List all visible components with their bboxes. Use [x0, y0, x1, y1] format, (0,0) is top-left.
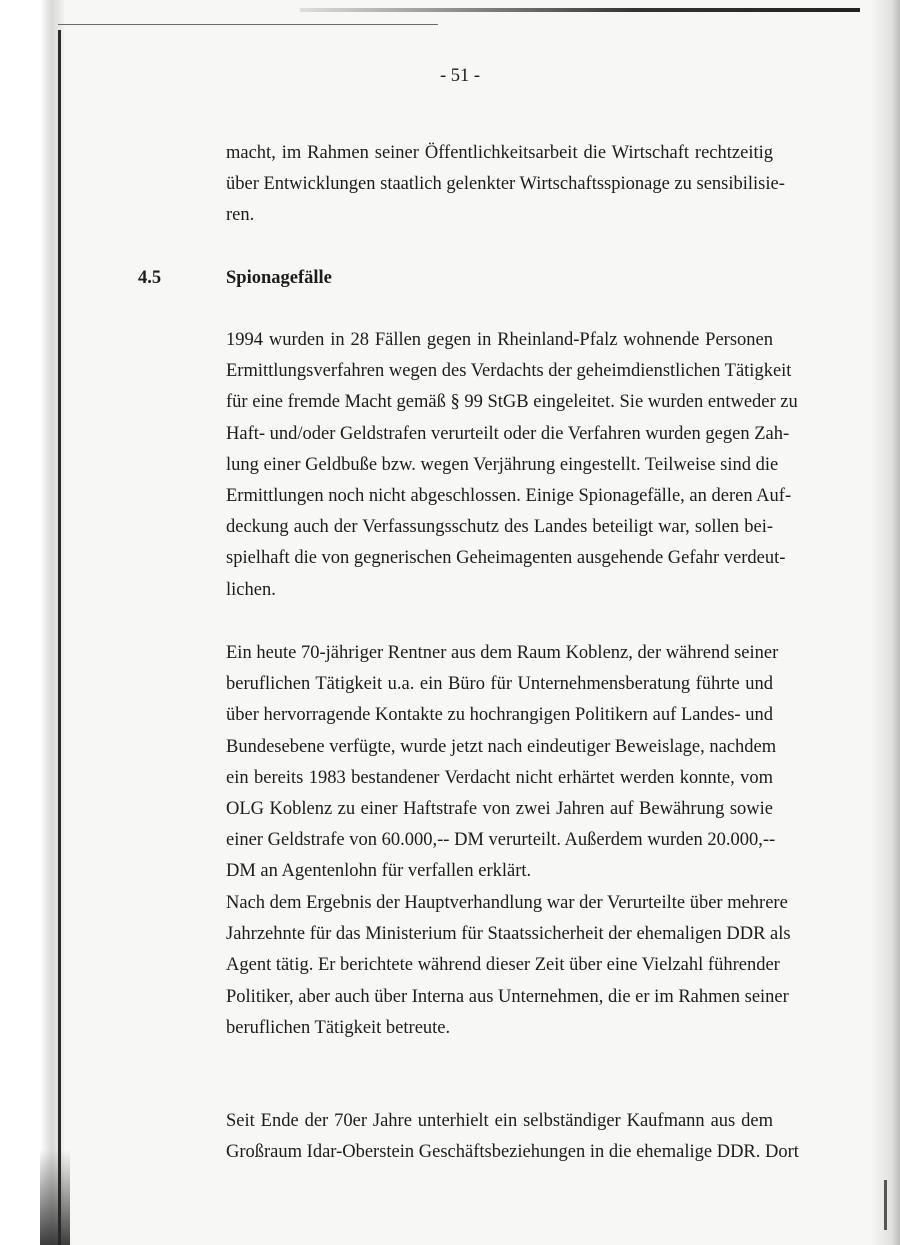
text-line: Ein heute 70-jähriger Rentner aus dem Raum Koblenz, der während seiner: [226, 643, 779, 663]
text-line: Jahrzehnte für das Ministerium für Staatssicherheit der ehemaligen DDR als: [226, 924, 791, 945]
text-line: Nach dem Ergebnis der Hauptverhandlung war der Verurteilte über mehrere: [226, 893, 788, 913]
text-line: 1994 wurden in 28 Fällen gegen in Rheinland-Pfalz wohnende Personen: [226, 330, 773, 350]
text-line: beruflichen Tätigkeit u.a. ein Büro für Unternehmensberatung führte und: [226, 674, 773, 695]
scan-binding-shadow: [0, 0, 64, 1245]
text-line: Politiker, aber auch über Interna aus Unternehmen, die er im Rahmen seiner: [226, 986, 789, 1007]
text-line: beruflichen Tätigkeit betreute.: [226, 1017, 451, 1038]
paragraph-2: [226, 325, 798, 606]
text-line: Ermittlungsverfahren wegen des Verdachts der geheimdienstlichen Tätigkeit: [226, 361, 792, 382]
text-line: Haft- und/oder Geldstrafen verurteilt oder die Verfahren wurden gegen Zah-: [226, 423, 790, 444]
text-line: deckung auch der Verfassungsschutz des Landes beteiligt war, sollen bei-: [226, 517, 773, 538]
text-line: Agent tätig. Er berichtete während dieser Zeit über eine Vielzahl führender: [226, 955, 780, 976]
text-line: über hervorragende Kontakte zu hochrangigen Politikern auf Landes- und: [226, 705, 773, 726]
text-line: über Entwicklungen staatlich gelenkter Wirtschaftsspionage zu sensibilisie-: [226, 174, 785, 195]
paragraph-1: [226, 138, 785, 232]
text-line: einer Geldstrafe von 60.000,-- DM verurteilt. Außerdem wurden 20.000,--: [226, 830, 776, 851]
text-line: für eine fremde Macht gemäß § 99 StGB eingeleitet. Sie wurden entweder zu: [226, 392, 798, 413]
scan-top-thin-line: [58, 24, 438, 25]
scan-top-edge-line: [300, 8, 860, 12]
text-line: lung einer Geldbuße bzw. wegen Verjährung eingestellt. Teilweise sind die: [226, 454, 779, 475]
paragraph-5: [226, 1106, 799, 1168]
scan-right-edge-mark: [884, 1180, 887, 1230]
paragraph-3: [226, 638, 779, 888]
text-line: Ermittlungen noch nicht abgeschlossen. Einige Spionagefälle, an deren Auf-: [226, 485, 792, 506]
section-title: Spionagefälle: [226, 268, 332, 288]
scan-binding-edge-line: [58, 30, 61, 1245]
text-line: OLG Koblenz zu einer Haftstrafe von zwei Jahren auf Bewährung sowie: [226, 798, 773, 819]
text-line: DM an Agentenlohn für verfallen erklärt.: [226, 861, 532, 882]
page-number: - 51 -: [439, 66, 481, 86]
text-line: macht, im Rahmen seiner Öffentlichkeitsarbeit die Wirtschaft rechtzeitig: [226, 143, 773, 163]
text-line: ein bereits 1983 bestandener Verdacht nicht erhärtet werden konnte, vom: [226, 767, 773, 788]
text-line: spielhaft die von gegnerischen Geheimagenten ausgehende Gefahr verdeut-: [226, 548, 786, 569]
paragraph-4: [226, 888, 791, 1044]
text-line: ren.: [226, 205, 255, 226]
scan-corner-shadow: [40, 1150, 70, 1245]
text-line: lichen.: [226, 579, 276, 600]
section-number: 4.5: [138, 268, 162, 288]
text-line: Großraum Idar-Oberstein Geschäftsbeziehungen in die ehemalige DDR. Dort: [226, 1142, 799, 1163]
text-line: Bundesebene verfügte, wurde jetzt nach eindeutiger Beweislage, nachdem: [226, 736, 777, 757]
scan-right-shadow: [870, 0, 900, 1245]
text-line: Seit Ende der 70er Jahre unterhielt ein selbständiger Kaufmann aus dem: [226, 1111, 773, 1131]
